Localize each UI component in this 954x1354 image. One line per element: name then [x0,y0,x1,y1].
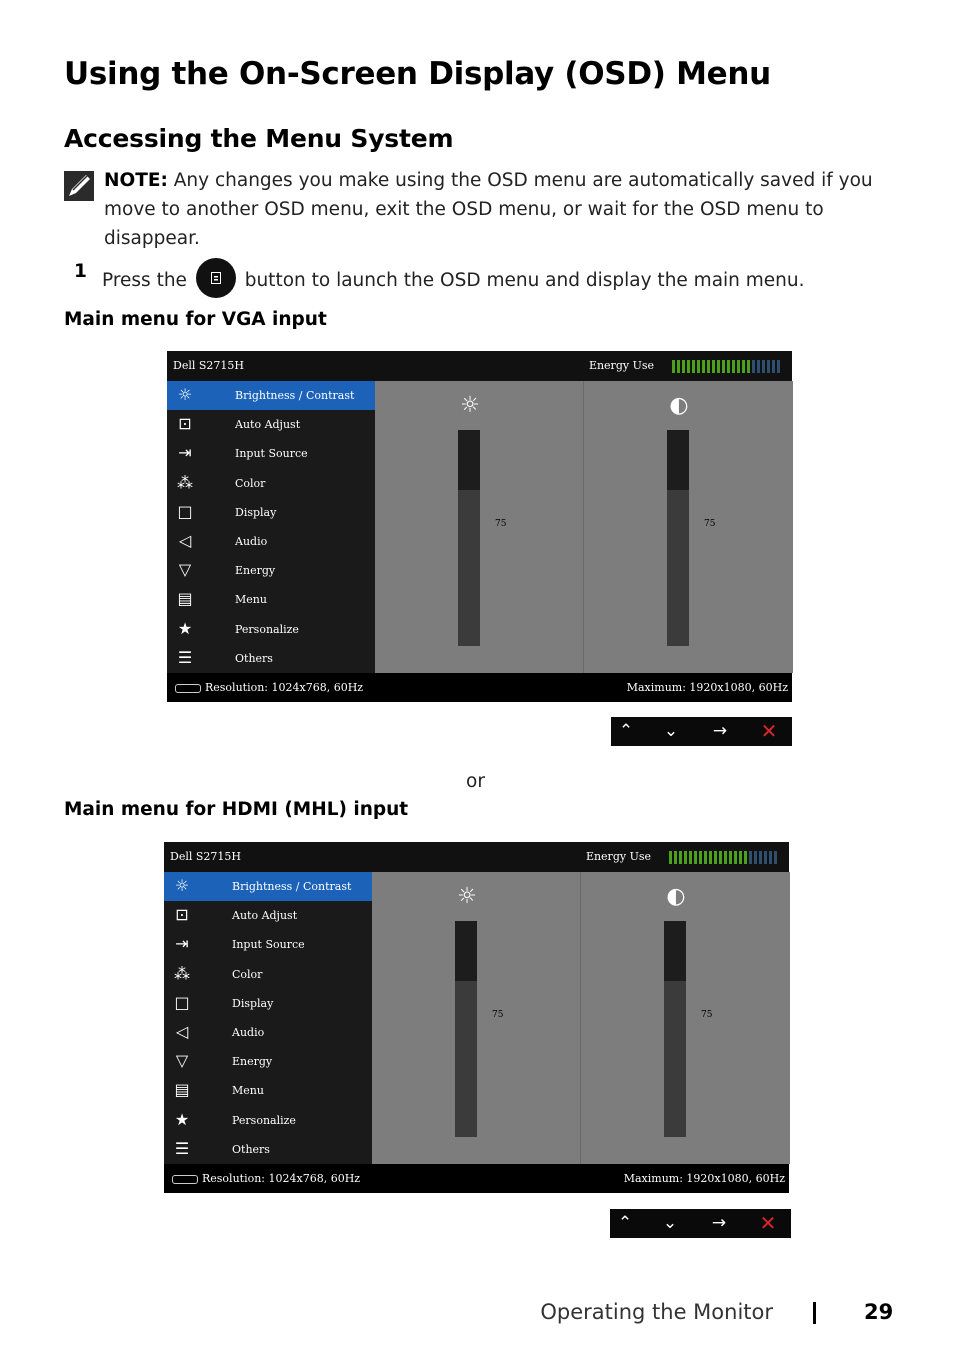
page-title: Using the On-Screen Display (OSD) Menu [64,56,771,92]
menu-button-icon [196,258,236,298]
osd-menu-item[interactable] [167,439,375,468]
display-icon: □ [174,992,190,1012]
audio-icon: ◁ [175,1022,189,1041]
audio-icon: ◁ [178,531,192,550]
energy-use-meter [669,851,777,864]
personalize-icon: ★ [177,618,193,638]
note [104,166,874,253]
energy-icon: ▽ [175,1051,189,1071]
energy-bar [737,360,740,373]
osd-menu-item-label: Others [232,1142,270,1156]
energy-bar [694,851,697,864]
energy-bar [714,851,717,864]
brightness-icon: ☼ [177,385,193,404]
osd-menu-item-label: Auto Adjust [232,909,298,923]
energy-bar [764,851,767,864]
contrast-slider[interactable] [667,430,689,646]
energy-bar [692,360,695,373]
contrast-slider[interactable] [664,921,686,1137]
osd-menu-item-label: Auto Adjust [235,418,301,432]
personalize-icon: ★ [174,1109,190,1129]
osd-menu-item-label: Input Source [232,938,305,952]
osd-menu-item-label: Color [232,967,263,981]
contrast-value: 75 [701,1010,713,1020]
osd-status-bar [164,1164,789,1193]
osd-menu-item[interactable] [164,1135,372,1164]
osd-menu-item[interactable] [164,872,372,901]
note-text: Any changes you make using the OSD menu are automatically saved if you move to another OSD menu, exit the OSD menu, or wait for the OSD menu to disappear. [104,170,873,249]
osd-menu [167,381,375,673]
brightness-icon: ☼ [174,876,190,895]
brightness-slider[interactable] [455,921,477,1137]
contrast-icon: ◐ [666,884,686,909]
input-source-icon: ⇥ [178,443,192,463]
osd-menu-item-label: Menu [235,593,267,607]
osd-menu-item[interactable] [164,901,372,930]
energy-bar [767,360,770,373]
osd-energy-label: Energy Use [585,850,651,863]
energy-bar [679,851,682,864]
osd-menu-item[interactable] [167,615,375,644]
energy-bar [684,851,687,864]
hdmi-heading: Main menu for HDMI (MHL) input [64,799,409,820]
energy-bar [687,360,690,373]
energy-bar [672,360,675,373]
osd-menu-item[interactable] [164,1106,372,1135]
down-arrow-icon[interactable]: ⌄ [663,721,679,741]
auto-adjust-icon: ⊡ [178,414,192,434]
osd-menu-item-label: Display [232,996,274,1010]
osd-menu-item-label: Audio [232,1026,265,1039]
close-icon[interactable]: ✕ [759,1211,777,1235]
note-pencil-icon [64,171,94,201]
osd-menu-item-label: Personalize [232,1113,296,1127]
auto-adjust-icon: ⊡ [175,905,189,925]
osd-menu-item[interactable] [167,469,375,498]
energy-bar [704,851,707,864]
energy-bar [717,360,720,373]
energy-bar [699,851,702,864]
step-text-after: button to launch the OSD menu and display the main menu. [244,270,805,291]
energy-bar [749,851,752,864]
osd-menu-item[interactable] [167,381,375,410]
osd-menu-item[interactable] [164,1018,372,1047]
energy-bar [729,851,732,864]
connector-icon [175,684,201,693]
connector-icon [172,1175,198,1184]
osd-menu-item[interactable] [167,410,375,439]
energy-bar [754,851,757,864]
display-icon: □ [177,501,193,521]
energy-icon: ▽ [178,560,192,580]
energy-bar [769,851,772,864]
osd-vga-screenshot [167,351,792,702]
energy-bar [707,360,710,373]
osd-menu-item[interactable] [167,527,375,556]
osd-resolution: Resolution: 1024x768, 60Hz [205,681,364,694]
color-icon: ⁂ [174,963,190,983]
osd-menu-item[interactable] [167,556,375,585]
energy-bar [772,360,775,373]
osd-menu-item-label: Others [235,651,273,665]
osd-menu-item[interactable] [164,930,372,959]
contrast-panel [580,872,790,1164]
energy-bar [722,360,725,373]
right-arrow-icon[interactable]: → [712,721,728,741]
brightness-panel [372,872,580,1164]
energy-bar [742,360,745,373]
color-icon: ⁂ [177,472,193,492]
osd-menu [164,872,372,1164]
osd-maximum: Maximum: 1920x1080, 60Hz [626,681,788,694]
energy-bar [682,360,685,373]
osd-title-bar [167,351,792,381]
others-icon: ☰ [174,1138,190,1158]
energy-bar [669,851,672,864]
energy-bar [697,360,700,373]
menu-icon: ▤ [177,589,193,609]
osd-hdmi-nav-buttons [610,1209,791,1238]
energy-bar [774,851,777,864]
osd-menu-item[interactable] [167,498,375,527]
step-text [102,261,805,301]
osd-menu-item-label: Brightness / Contrast [235,389,355,402]
osd-menu-item-label: Brightness / Contrast [232,880,352,893]
osd-menu-item[interactable] [167,585,375,614]
energy-bar [689,851,692,864]
energy-bar [762,360,765,373]
down-arrow-icon[interactable]: ⌄ [662,1213,678,1233]
footer-divider [813,1302,816,1324]
up-arrow-icon[interactable]: ⌃ [617,1213,633,1233]
energy-bar [752,360,755,373]
energy-use-meter [672,360,780,373]
brightness-panel [375,381,583,673]
or-text: or [466,771,485,792]
contrast-value: 75 [704,519,716,529]
osd-menu-item-label: Color [235,476,266,490]
osd-resolution: Resolution: 1024x768, 60Hz [202,1172,361,1185]
osd-menu-item-label: Menu [232,1084,264,1098]
close-icon[interactable]: ✕ [760,719,778,743]
energy-bar [739,851,742,864]
osd-status-bar [167,673,792,702]
osd-menu-item-label: Display [235,505,277,519]
step-text-before: Press the [102,270,187,291]
brightness-icon: ☼ [457,884,477,909]
energy-bar [709,851,712,864]
energy-bar [757,360,760,373]
energy-bar [759,851,762,864]
osd-menu-item-label: Audio [235,535,268,548]
energy-bar [747,360,750,373]
energy-bar [732,360,735,373]
osd-menu-item-label: Personalize [235,622,299,636]
osd-model: Dell S2715H [173,359,244,372]
energy-bar [727,360,730,373]
menu-icon: ▤ [174,1080,190,1100]
osd-hdmi-screenshot [164,842,789,1193]
energy-bar [702,360,705,373]
osd-model: Dell S2715H [170,850,241,863]
energy-bar [677,360,680,373]
osd-energy-label: Energy Use [588,359,654,372]
energy-bar [744,851,747,864]
osd-menu-item[interactable] [164,1047,372,1076]
osd-menu-item[interactable] [164,1076,372,1105]
osd-menu-item[interactable] [164,989,372,1018]
osd-maximum: Maximum: 1920x1080, 60Hz [623,1172,785,1185]
osd-menu-item-label: Energy [232,1055,273,1069]
right-arrow-icon[interactable]: → [711,1213,727,1233]
page-number: 29 [864,1300,894,1324]
brightness-slider[interactable] [458,430,480,646]
energy-bar [724,851,727,864]
contrast-icon: ◐ [669,393,689,418]
osd-vga-nav-buttons [611,717,792,746]
section-title: Accessing the Menu System [64,124,454,153]
energy-bar [734,851,737,864]
osd-title-bar [164,842,789,872]
vga-heading: Main menu for VGA input [64,309,327,330]
input-source-icon: ⇥ [175,934,189,954]
brightness-value: 75 [495,519,507,529]
step-number: 1 [74,261,87,282]
energy-bar [719,851,722,864]
osd-menu-item[interactable] [164,960,372,989]
note-label: NOTE: [104,170,168,191]
contrast-panel [583,381,793,673]
up-arrow-icon[interactable]: ⌃ [618,721,634,741]
others-icon: ☰ [177,647,193,667]
energy-bar [777,360,780,373]
energy-bar [674,851,677,864]
energy-bar [712,360,715,373]
footer-title: Operating the Monitor [540,1300,773,1324]
brightness-icon: ☼ [460,393,480,418]
osd-menu-item[interactable] [167,644,375,673]
osd-menu-item-label: Input Source [235,447,308,461]
brightness-value: 75 [492,1010,504,1020]
osd-menu-item-label: Energy [235,564,276,578]
